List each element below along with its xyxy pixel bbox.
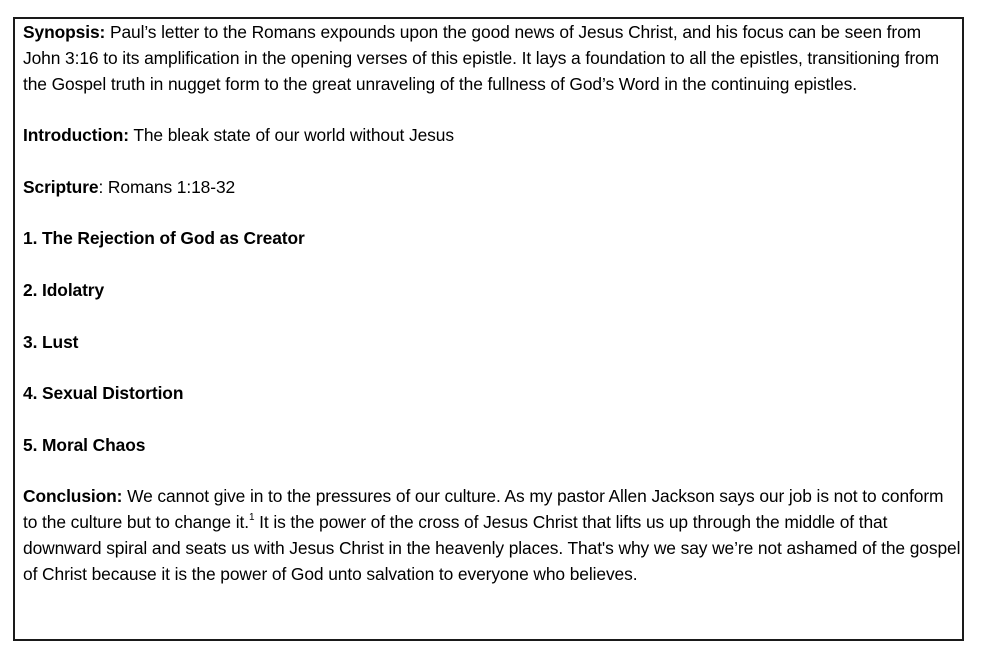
point-2: 2. Idolatry (23, 279, 105, 300)
introduction-label: Introduction: (23, 125, 129, 146)
introduction-paragraph (23, 123, 962, 149)
point-1: 1. The Rejection of God as Creator (23, 228, 305, 249)
point-4: 4. Sexual Distortion (23, 383, 184, 404)
scripture-text: : Romans 1:18-32 (98, 176, 236, 197)
conclusion-label: Conclusion: (23, 486, 123, 507)
introduction-text: The bleak state of our world without Jesus (128, 125, 454, 146)
conclusion-text-after-note: It is the power of the cross of Jesus Christ that lifts us up through the middle of that downward spiral and seats us with Jesus Christ in the heavenly places. That's why we say we’re not ashamed of the gospel of Christ because it is the power of God unto salvation to everyone who believes. (23, 512, 961, 584)
footnote-marker: 1 (248, 512, 255, 524)
sermon-outline-box (13, 17, 964, 641)
point-3: 3. Lust (23, 331, 79, 352)
scripture-paragraph (23, 175, 962, 201)
point-5: 5. Moral Chaos (23, 434, 146, 455)
synopsis-label: Synopsis: (23, 22, 106, 42)
conclusion-paragraph (23, 484, 962, 587)
synopsis-paragraph (23, 20, 962, 97)
conclusion-text-before-note: We cannot give in to the pressures of our culture. As my pastor Allen Jackson says our job is not to conform to the culture but to change it. (23, 486, 944, 533)
scripture-label: Scripture (23, 176, 99, 197)
synopsis-text: Paul’s letter to the Romans expounds upon the good news of Jesus Christ, and his focus can be seen from John 3:16 to its amplification in the opening verses of this epistle. It lays a foundation to all the epistles, transitioning from the Gospel truth in nugget form to the great unraveling of the fullness of God’s Word in the continuing epistles. (23, 22, 939, 94)
